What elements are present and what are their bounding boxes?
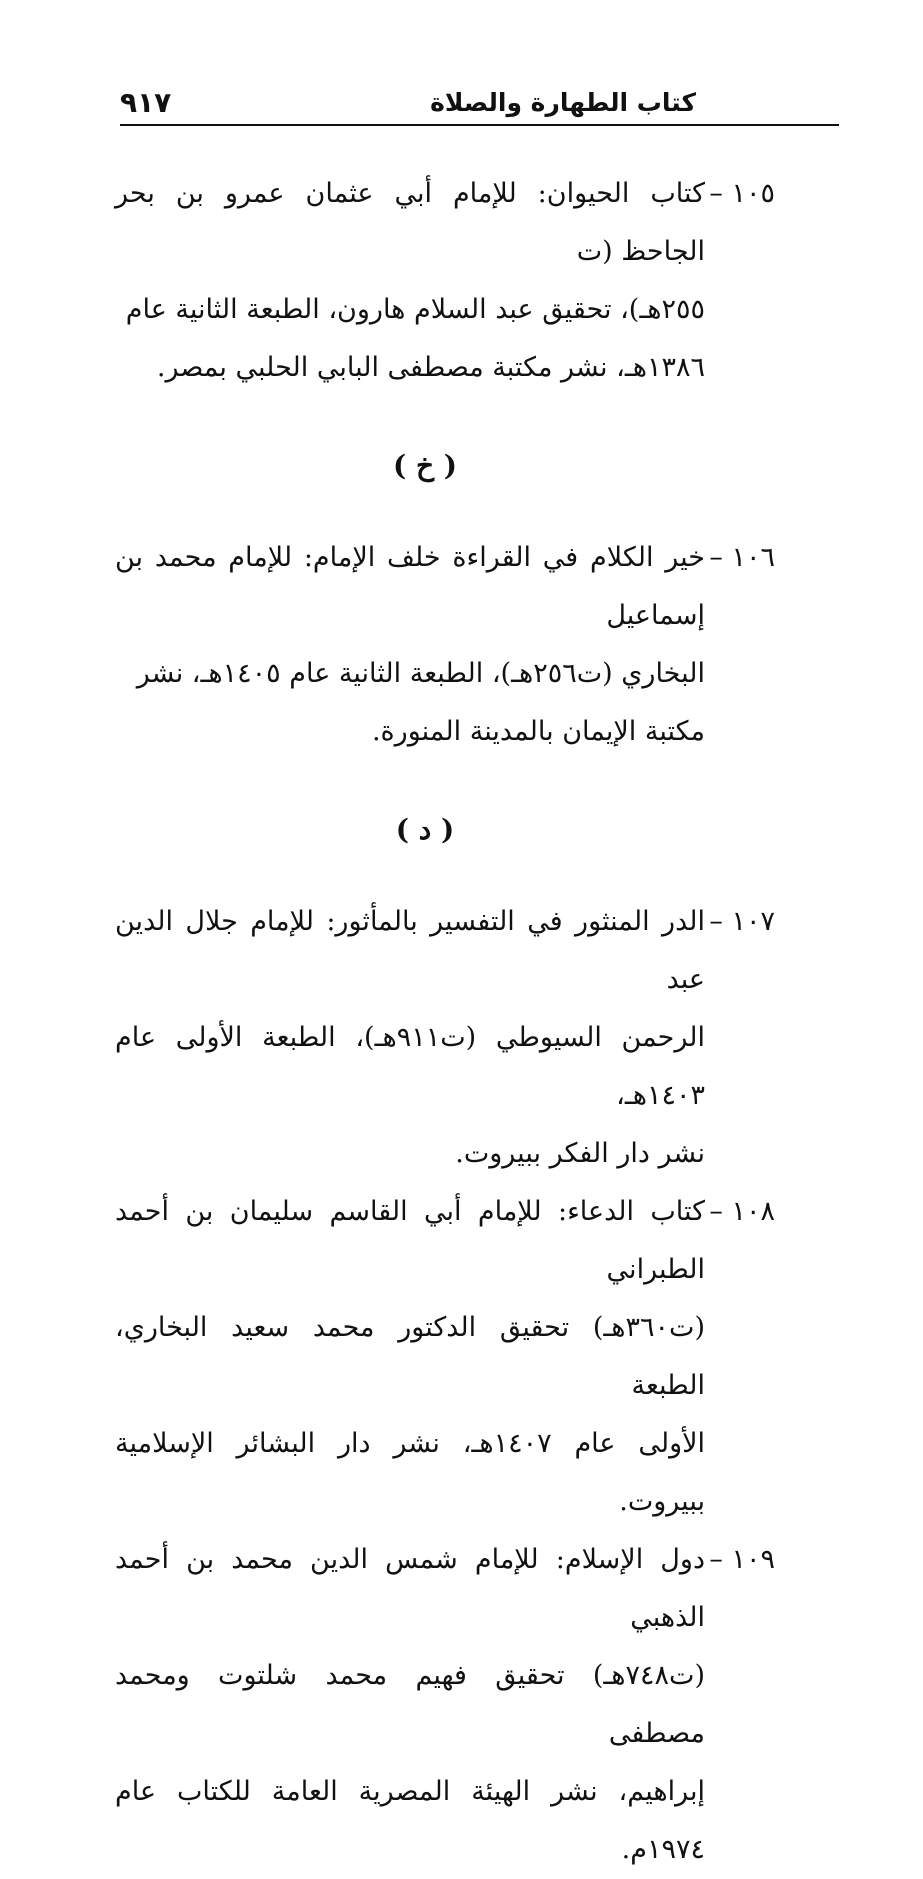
entry-line: (ت٧٤٨هـ) تحقيق فهيم محمد شلتوت ومحمد مصطفى [115,1660,705,1749]
page-header [120,78,839,126]
header-rule [120,124,839,126]
entry-109 [115,1531,775,1879]
entry-number: ١٠٥ – [709,178,775,209]
section-heading-kha: ( خ ) [392,449,458,482]
entry-line: الدر المنثور في التفسير بالمأثور: للإمام جلال الدين عبد [115,906,705,995]
entry-line: البخاري (ت٢٥٦هـ)، الطبعة الثانية عام ١٤٠٥هـ، نشر [136,658,705,689]
entry-number: ١٠٨ – [709,1196,775,1227]
bibliography-list [115,165,775,1879]
entry-line: خير الكلام في القراءة خلف الإمام: للإمام محمد بن إسماعيل [115,542,705,631]
section-heading-dal: ( د ) [395,813,455,846]
entry-line: الأولى عام ١٤٠٧هـ، نشر دار البشائر الإسلامية ببيروت. [115,1428,706,1517]
entry-line: كتاب الدعاء: للإمام أبي القاسم سليمان بن أحمد الطبراني [115,1196,705,1285]
entry-number: ١٠٦ – [709,542,775,573]
entry-line: ١٣٨٦هـ، نشر مكتبة مصطفى البابي الحلبي بمصر. [156,352,705,383]
entry-line: ٢٥٥هـ)، تحقيق عبد السلام هارون، الطبعة الثانية عام [125,294,705,325]
entry-line: إبراهيم، نشر الهيئة المصرية العامة للكتاب عام ١٩٧٤م. [115,1776,705,1865]
entry-108 [115,1183,775,1531]
entry-number: ١٠٩ – [709,1544,775,1575]
entry-line: نشر دار الفكر ببيروت. [455,1138,705,1169]
entry-line: كتاب الحيوان: للإمام أبي عثمان عمرو بن بحر الجاحظ (ت [115,178,705,267]
entry-line: (ت٣٦٠هـ) تحقيق الدكتور محمد سعيد البخاري، الطبعة [115,1312,705,1401]
page-number: ٩١٧ [120,86,172,119]
entry-107 [115,893,775,1183]
running-title: كتاب الطهارة والصلاة [430,88,696,117]
entry-105 [115,165,775,397]
entry-line: الرحمن السيوطي (ت٩١١هـ)، الطبعة الأولى عام ١٤٠٣هـ، [115,1022,705,1111]
entry-106 [115,529,775,761]
entry-line: مكتبة الإيمان بالمدينة المنورة. [371,716,705,747]
entry-line: دول الإسلام: للإمام شمس الدين محمد بن أحمد الذهبي [115,1544,705,1633]
entry-number: ١٠٧ – [709,906,775,937]
